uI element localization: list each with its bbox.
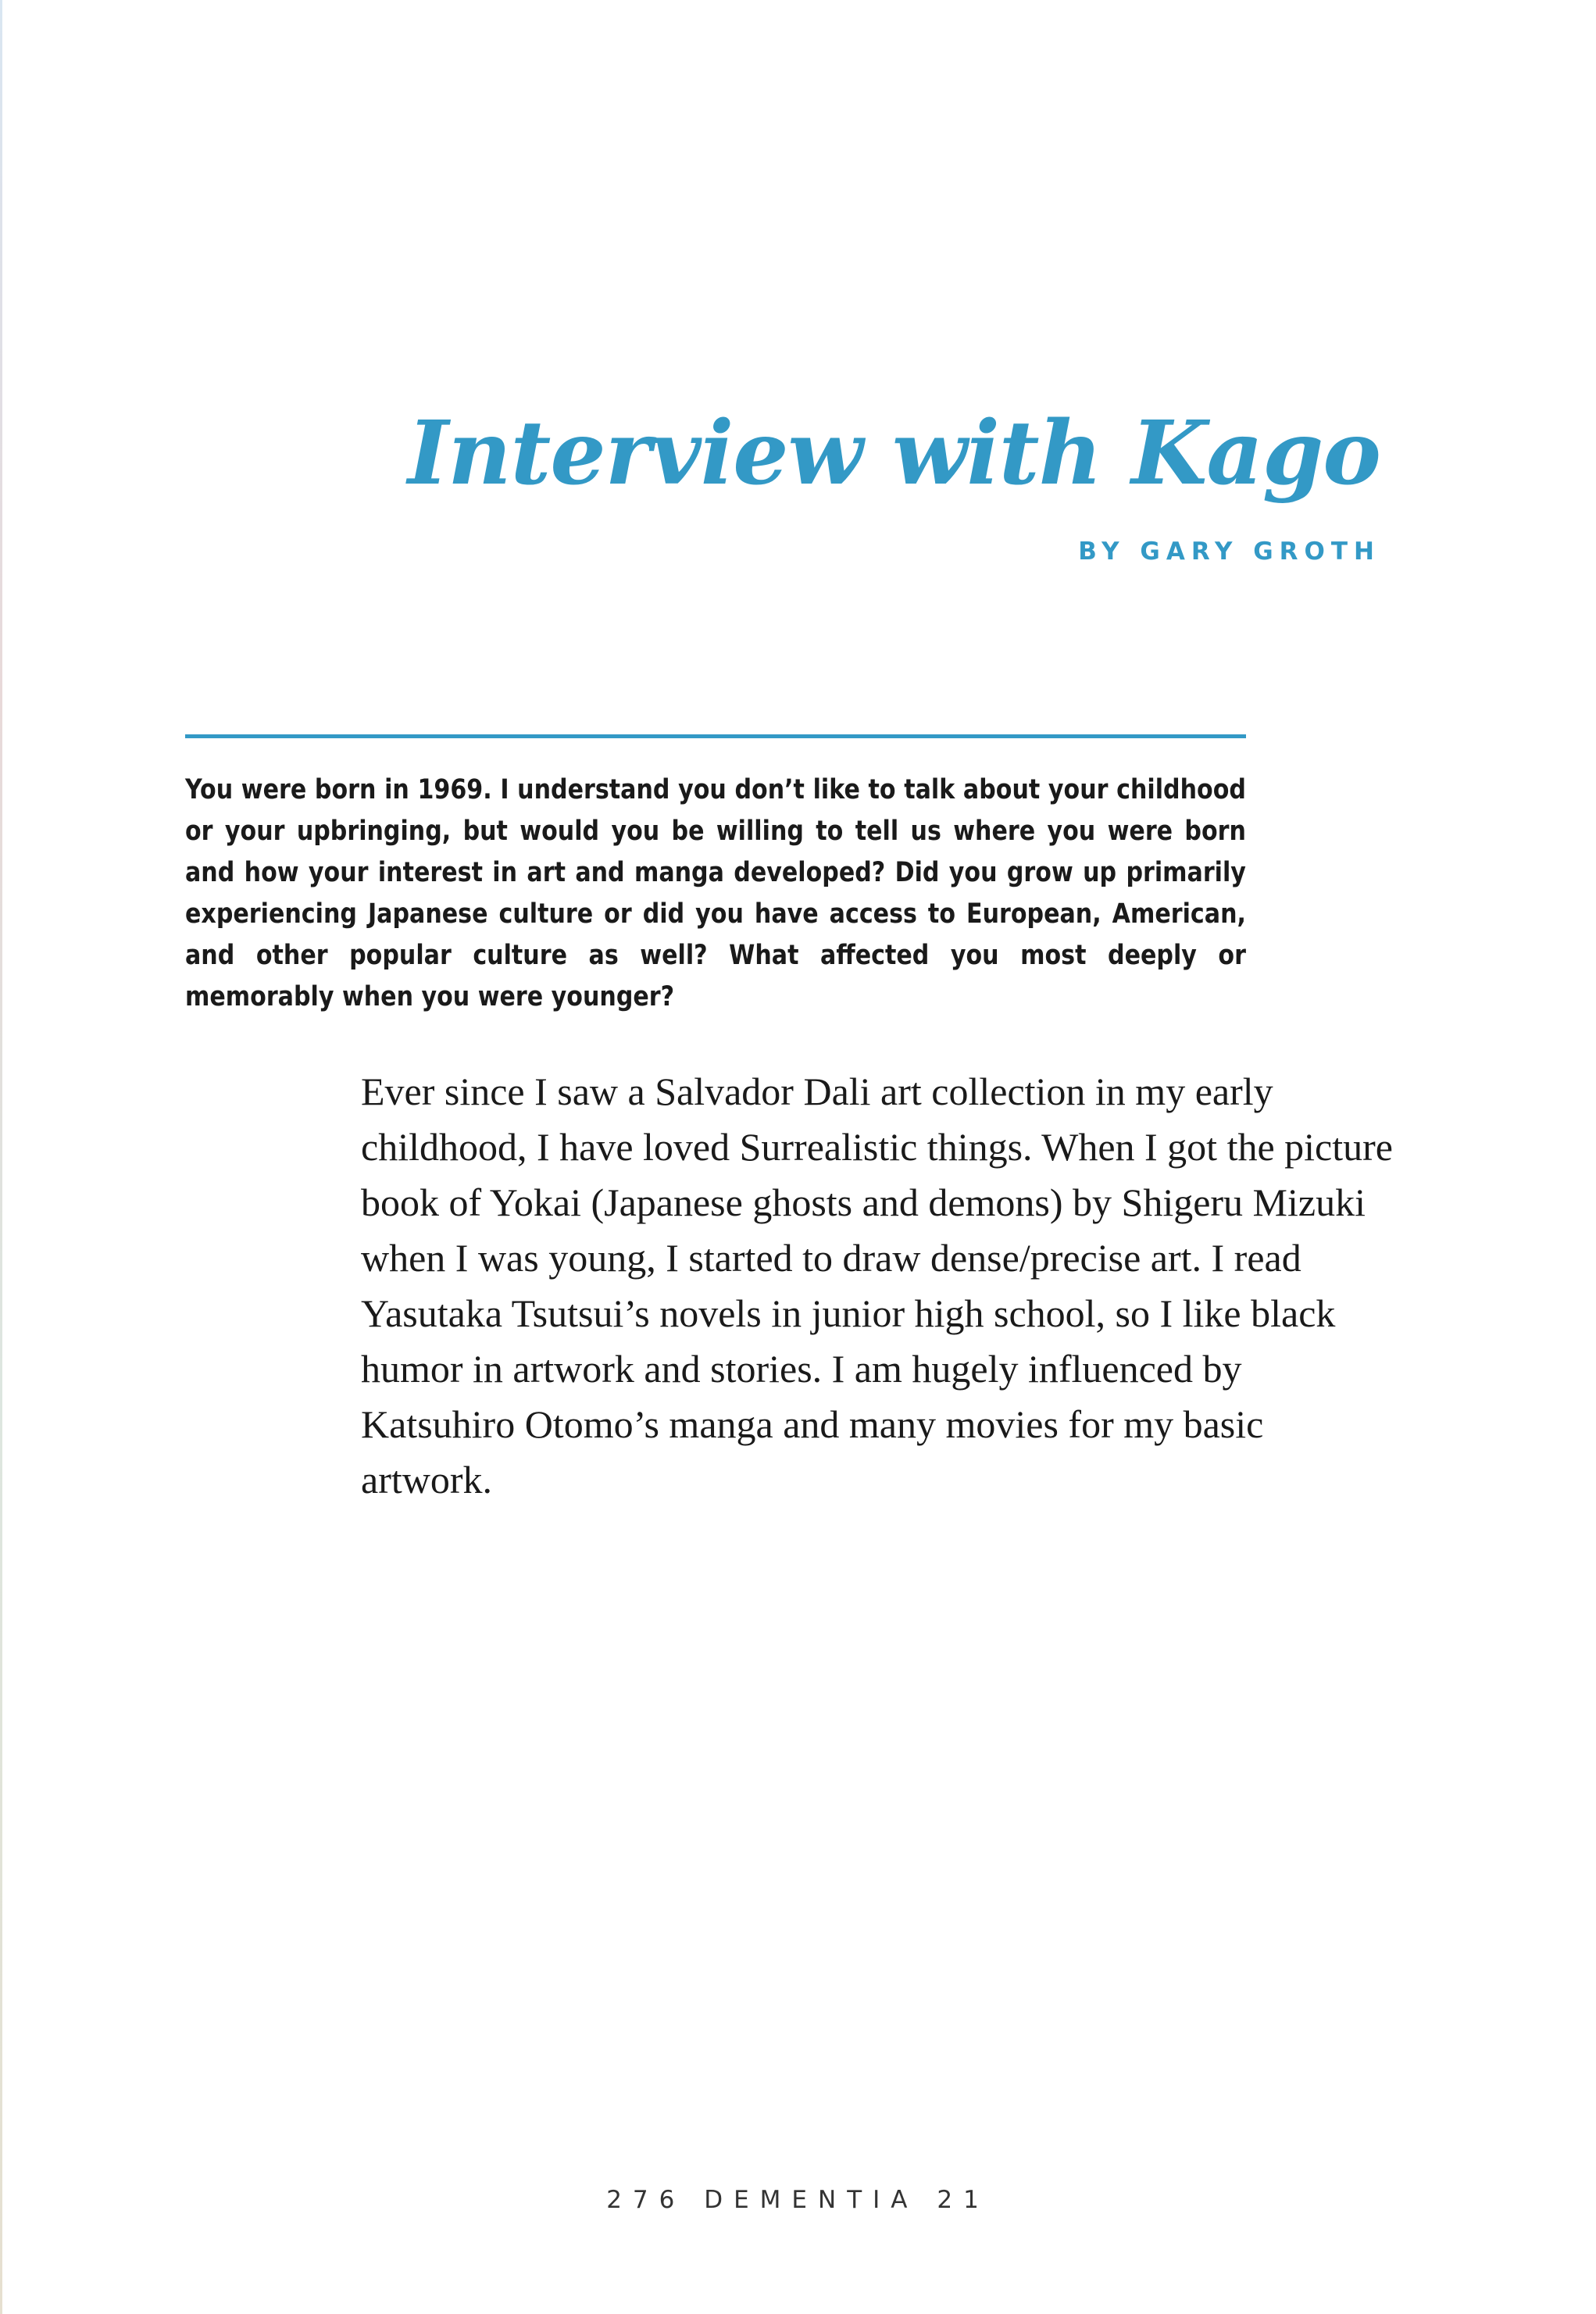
article-byline: BY GARY GROTH xyxy=(1078,537,1380,566)
interview-question: You were born in 1969. I understand you don’t like to talk about your childhood or your upbringing, but would you be willing to tell us where you were born and how your interest in art and manga developed? Did you grow up primarily experiencing Japanese culture or did you have access to European, American, and other popular culture as well? What affected you most deeply or memorably when you were younger? xyxy=(185,774,1246,1012)
interview-answer: Ever since I saw a Salvador Dali art collection in my early childhood, I have loved Surrealistic things. When I got the picture book of Yokai (Japanese ghosts and demons) by Shigeru Mizuki when I was young, I started to draw dense/precise art. I read Yasutaka Tsutsui’s novels in junior high school, so I like black humor in artwork and stories. I am hugely influenced by Katsuhiro Otomo’s manga and many movies for my basic artwork. xyxy=(361,1070,1393,1502)
page-folio: 276 DEMENTIA 21 xyxy=(606,2186,990,2214)
article-title: Interview with Kago xyxy=(407,402,1380,505)
section-divider xyxy=(185,734,1246,738)
page-edge xyxy=(0,0,2,2314)
